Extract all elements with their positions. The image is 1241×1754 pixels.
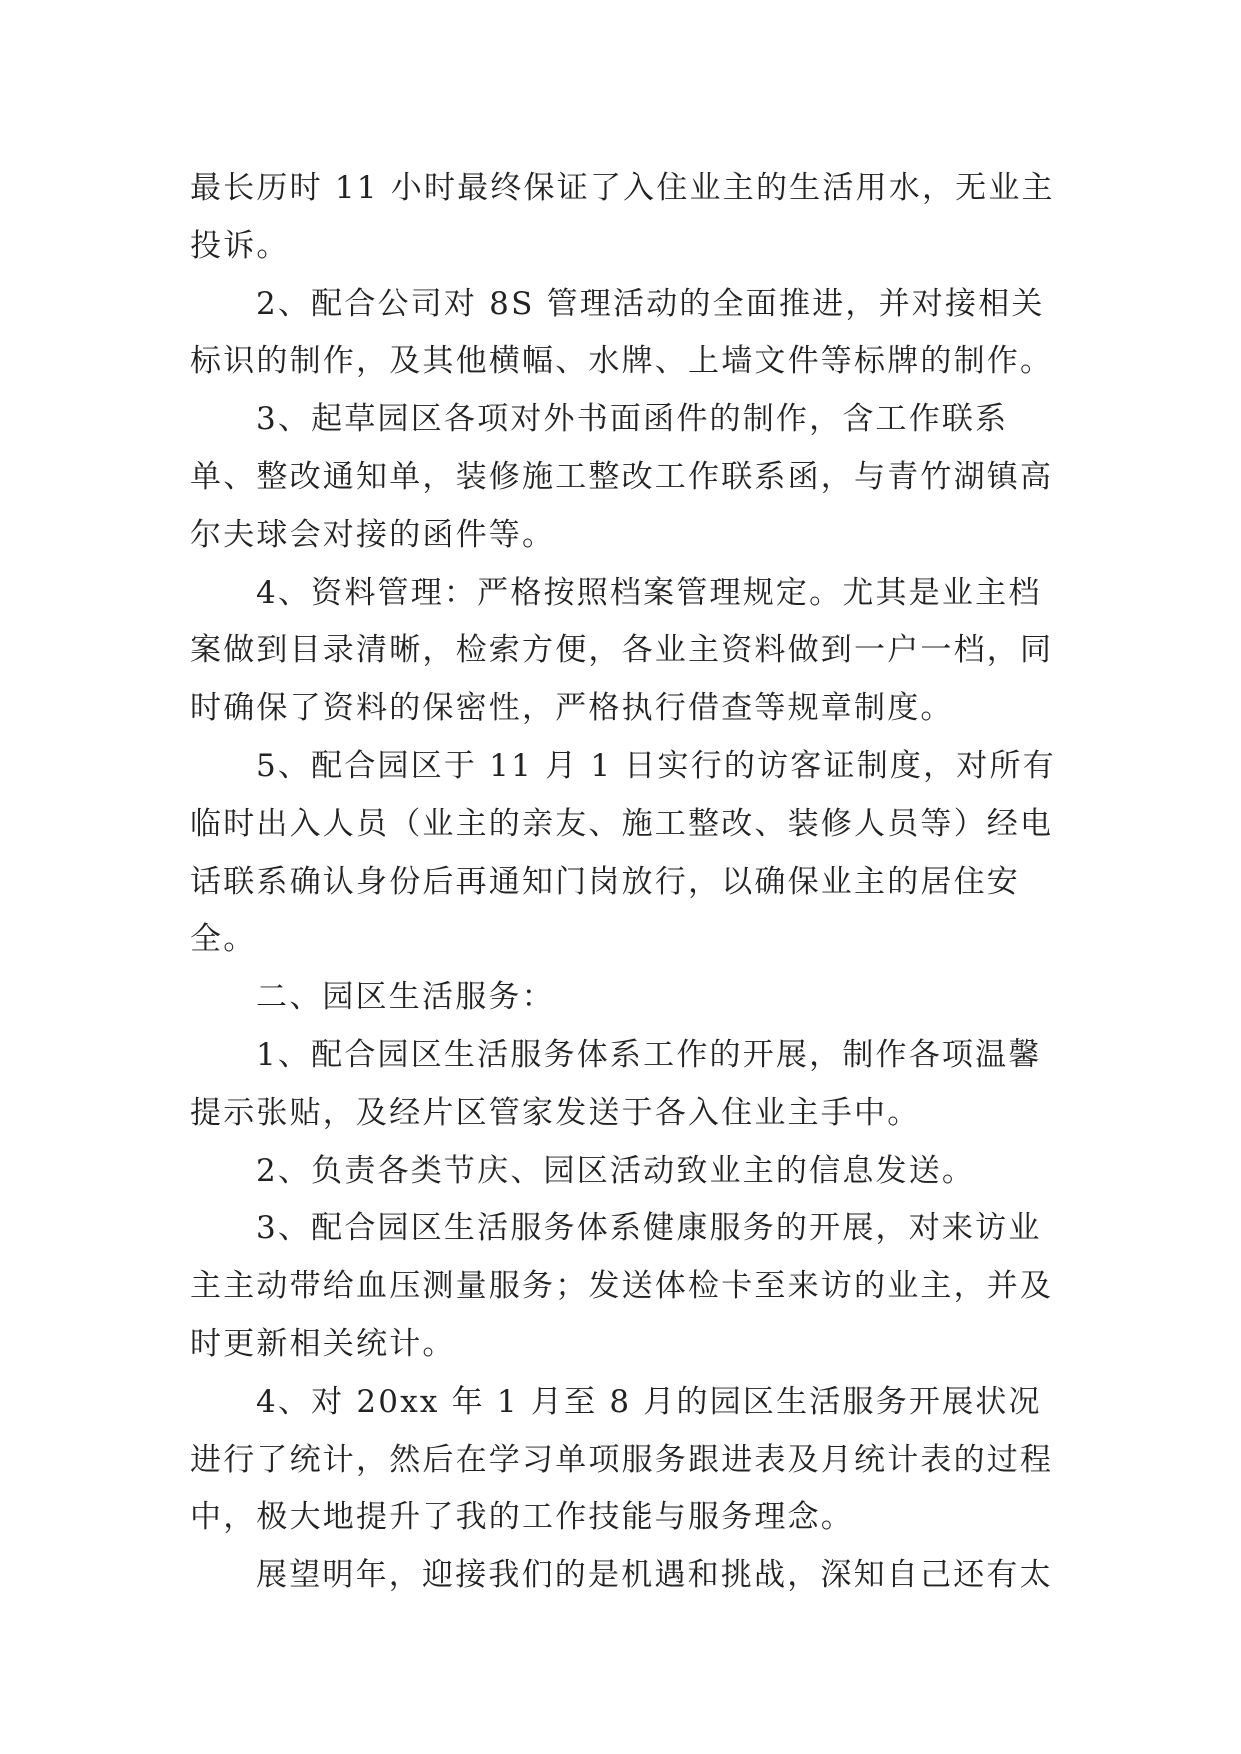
paragraph-2: 2、配合公司对 8S 管理活动的全面推进，并对接相关标识的制作，及其他横幅、水牌、上墙文件等标牌的制作。 [190, 285, 1054, 380]
paragraph-1: 最长历时 11 小时最终保证了入住业主的生活用水，无业主投诉。 [190, 170, 1055, 264]
paragraph-6: 1、配合园区生活服务体系工作的开展，制作各项温馨提示张贴，及经片区管家发送于各入住业主手中。 [190, 1036, 1042, 1131]
paragraph-5: 5、配合园区于 11 月 1 日实行的访客证制度，对所有临时出入人员（业主的亲友、施工整改、装修人员等）经电话联系确认身份后再通知门岗放行，以确保业主的居住安全。 [190, 747, 1056, 958]
paragraph-4: 4、资料管理：严格按照档案管理规定。尤其是业主档案做到目录清晰，检索方便，各业主资料做到一户一档，同时确保了资料的保密性，严格执行借查等规章制度。 [190, 574, 1054, 727]
paragraph-10: 展望明年，迎接我们的是机遇和挑战，深知自己还有太 [256, 1557, 1053, 1594]
document-body [190, 160, 1070, 1605]
paragraph-7: 2、负责各类节庆、园区活动致业主的信息发送。 [256, 1152, 976, 1189]
paragraph-9: 4、对 20xx 年 1 月至 8 月的园区生活服务开展状况进行了统计，然后在学习单项服务跟进表及月统计表的过程中，极大地提升了我的工作技能与服务理念。 [190, 1383, 1054, 1536]
paragraph-3: 3、起草园区各项对外书面函件的制作，含工作联系单、整改通知单，装修施工整改工作联系函，与青竹湖镇高尔夫球会对接的函件等。 [190, 401, 1054, 553]
paragraph-8: 3、配合园区生活服务体系健康服务的开展，对来访业主主动带给血压测量服务；发送体检卡至来访的业主，并及时更新相关统计。 [190, 1210, 1054, 1362]
section-heading: 二、园区生活服务： [256, 979, 555, 1016]
